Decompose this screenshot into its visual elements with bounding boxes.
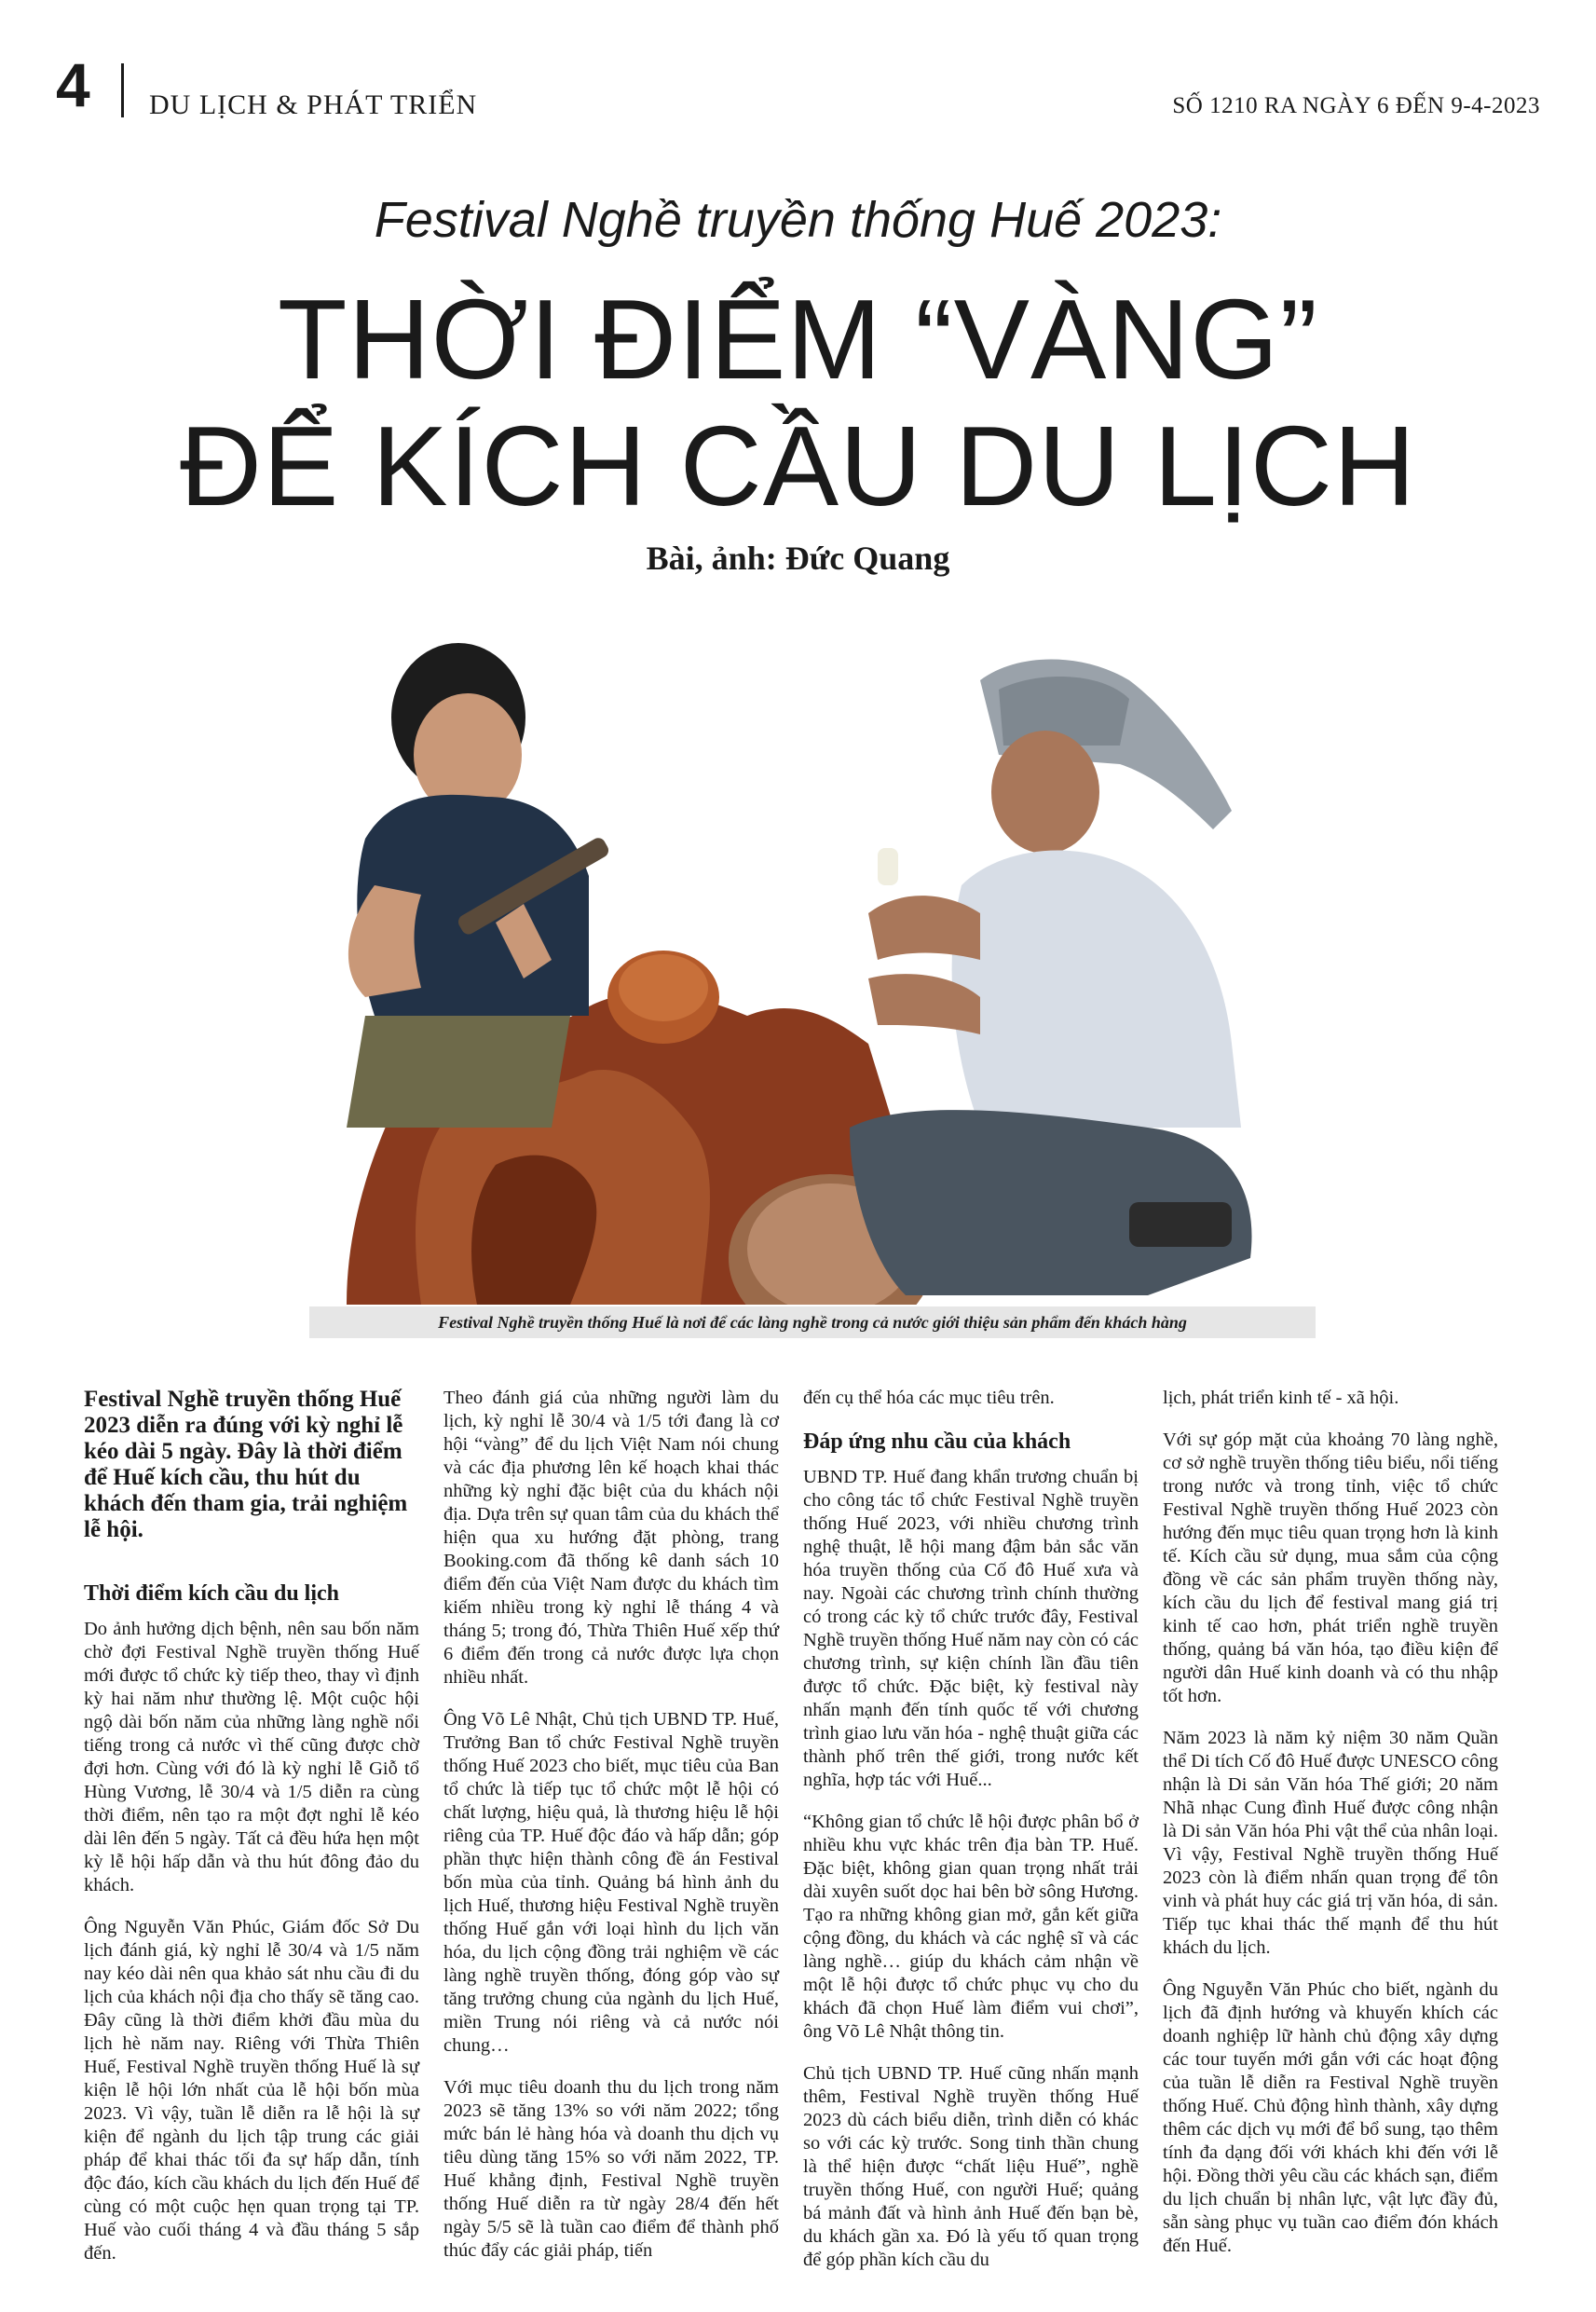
column-4 bbox=[1163, 1387, 1498, 2277]
paragraph: Ông Võ Lê Nhật, Chủ tịch UBND TP. Huế, Trưởng Ban tổ chức Festival Nghề truyền thống Huế 2023 cho biết, mục tiêu của Ban tổ chức là tiếp tục tổ chức một lễ hội có chất lượng, hiệu quả, là thương hiệu lễ hội riêng của TP. Huế độc đáo và hấp dẫn; góp phần thực hiện thành công đề án Festival bốn mùa của tỉnh. Quảng bá hình ảnh du lịch Huế, thương hiệu Festival Nghề truyền thống Huế gắn với loại hình du lịch văn hóa, du lịch cộng đồng trải nghiệm về các làng nghề truyền thống, đóng góp vào sự tăng trưởng chung của ngành du lịch Huế, miền Trung nói riêng và cả nước nói chung… bbox=[443, 1709, 779, 2056]
title-line-1: THỜI ĐIỂM “VÀNG” bbox=[278, 276, 1318, 403]
page-header bbox=[56, 50, 1540, 132]
column-1 bbox=[84, 1387, 419, 2284]
paragraph: Do ảnh hưởng dịch bệnh, nên sau bốn năm chờ đợi Festival Nghề truyền thống Huế mới được tổ chức kỳ tiếp theo, thay vì định kỳ hai năm như thường lệ. Một cuộc hội ngộ dài bốn năm của những làng nghề nổi tiếng trong cả nước vì thế cũng được chờ đợi hơn. Cùng với đó là kỳ nghỉ lễ Giỗ tổ Hùng Vương, lễ 30/4 và 1/5 diễn ra cùng thời điểm, nên tạo ra một đợt nghỉ lễ kéo dài lên đến 5 ngày. Tất cả đều hứa hẹn một kỳ lễ hội hấp dẫn và thu hút đông đảo du khách. bbox=[84, 1619, 419, 1895]
title-line-2: ĐỂ KÍCH CẦU DU LỊCH bbox=[179, 403, 1417, 529]
header-divider bbox=[121, 63, 124, 117]
paragraph: Với mục tiêu doanh thu du lịch trong năm 2023 sẽ tăng 13% so với năm 2022; tổng mức bán lẻ hàng hóa và doanh thu dịch vụ tiêu dùng tăng 15% so với năm 2022, TP. Huế khẳng định, Festival Nghề truyền thống Huế diễn ra từ ngày 28/4 đến hết ngày 5/5 sẽ là tuần cao điểm để thành phố thúc đẩy các giải pháp, tiến bbox=[443, 2077, 779, 2261]
subheading-2: Đáp ứng nhu cầu của khách bbox=[803, 1430, 1071, 1454]
article-kicker: Festival Nghề truyền thống Huế 2023: bbox=[374, 192, 1222, 248]
paragraph: đến cụ thể hóa các mục tiêu trên. bbox=[803, 1388, 1055, 1408]
article-title bbox=[0, 276, 1596, 529]
paragraph: UBND TP. Huế đang khẩn trương chuẩn bị cho công tác tổ chức Festival Nghề truyền thống Huế 2023, với nhiều chương trình nghệ thuật, lễ hội mang đậm bản sắc văn hóa truyền thống của Cố đô Huế xưa và nay. Ngoài các chương trình chính thường có trong các kỳ tổ chức trước đây, Festival Nghề truyền thống Huế năm nay còn có các chương trình, sự kiện chính lần đầu tiên được tổ chức. Đặc biệt, kỳ festival này nhấn mạnh đến tính quốc tế với chương trình giao lưu văn hóa - nghệ thuật giữa các thành phố trên thế giới, trong nước kết nghĩa, hợp tác với Huế... bbox=[803, 1467, 1139, 1790]
paragraph: Với sự góp mặt của khoảng 70 làng nghề, cơ sở nghề truyền thống tiêu biểu, nổi tiếng trong nước và trong tỉnh, việc tổ chức Festival Nghề truyền thống Huế 2023 còn hướng đến mục tiêu quan trọng hơn là kinh tế. Kích cầu sử dụng, mua sắm của cộng đồng về các sản phẩm truyền thống này, kích cầu du lịch để festival mang giá trị kinh tế cao hơn, phát triển nghề truyền thống, quảng bá văn hóa, tạo điều kiện để người dân Huế kinh doanh và có thu nhập tốt hơn. bbox=[1163, 1430, 1498, 1706]
paragraph: Theo đánh giá của những người làm du lịch, kỳ nghỉ lễ 30/4 và 1/5 tới đang là cơ hội “vàng” để du lịch Việt Nam nói chung và các địa phương lên kế hoạch khai thác những kỳ nghỉ đặc biệt của du khách nội địa. Dựa trên sự quan tâm của du khách thể hiện qua xu hướng đặt phòng, trang Booking.com đã thống kê danh sách 10 điểm đến của Việt Nam được du khách tìm kiếm nhiều trong kỳ nghỉ lễ tháng 4 và tháng 5; trong đó, Thừa Thiên Huế xếp thứ 6 điểm đến trong cả nước được lựa chọn nhiều nhất. bbox=[443, 1388, 779, 1688]
paragraph: Năm 2023 là năm kỷ niệm 30 năm Quần thể Di tích Cố đô Huế được UNESCO công nhận là Di sản Văn hóa Thế giới; 20 năm Nhã nhạc Cung đình Huế được công nhận là Di sản Văn hóa Phi vật thể của nhân loại. Vì vậy, Festival Nghề truyền thống Huế 2023 còn là điểm nhấn quan trọng để tôn vinh và phát huy các giá trị văn hóa, di sản. Tiếp tục khai thác thế mạnh để thu hút khách du lịch. bbox=[1163, 1728, 1498, 1958]
paragraph: lịch, phát triển kinh tế - xã hội. bbox=[1163, 1388, 1399, 1408]
paragraph: Ông Nguyễn Văn Phúc cho biết, ngành du lịch đã định hướng và khuyến khích các doanh nghiệp lữ hành chủ động xây dựng các tour tuyến mới gắn với các hoạt động của tuần lễ diễn ra Festival Nghề truyền thống Huế. Chủ động hình thành, xây dựng thêm các dịch vụ mới để bổ sung, tạo thêm tính đa dạng đối với khách khi đến với lễ hội. Đồng thời yêu cầu các khách sạn, điểm du lịch chuẩn bị nhân lực, vật lực đầy đủ, sẵn sàng phục vụ tuần cao điểm đón khách đến Huế. bbox=[1163, 1979, 1498, 2256]
paragraph: “Không gian tổ chức lễ hội được phân bổ ở nhiều khu vực khác trên địa bàn TP. Huế. Đặc biệt, không gian quan trọng nhất trải dài xuyên suốt dọc hai bên bờ sông Hương. Tạo ra những không gian mở, gắn kết giữa cộng đồng, du khách và các nghệ sĩ và các làng nghề… giúp du khách cảm nhận về một lễ hội được tổ chức phục vụ cho du khách đã chọn Huế làm điểm vui chơi”, ông Võ Lê Nhật thông tin. bbox=[803, 1812, 1139, 2042]
paragraph: Chủ tịch UBND TP. Huế cũng nhấn mạnh thêm, Festival Nghề truyền thống Huế 2023 dù cách biểu diễn, trình diễn có khác so với các kỳ trước. Song tinh thần chung là thể hiện được “chất liệu Huế”, nghề truyền thống Huế, con người Huế; quảng bá mảnh đất và hình ảnh Huế đến bạn bè, du khách gần xa. Đó là yếu tố quan trọng để góp phần kích cầu du bbox=[803, 2063, 1139, 2270]
column-2 bbox=[443, 1387, 779, 2281]
subheading-1: Thời điểm kích cầu du lịch bbox=[84, 1581, 340, 1606]
page-number: 4 bbox=[56, 50, 90, 119]
article-photo bbox=[309, 606, 1316, 1305]
paragraph: Ông Nguyễn Văn Phúc, Giám đốc Sở Du lịch đánh giá, kỳ nghỉ lễ 30/4 và 1/5 năm nay kéo dài nên qua khảo sát nhu cầu đi du lịch của khách nội địa cho thấy sẽ tăng cao. Đây cũng là thời điểm khởi đầu mùa du lịch hè năm nay. Riêng với Thừa Thiên Huế, Festival Nghề truyền thống Huế là sự kiện lễ hội lớn nhất của lễ hội bốn mùa 2023. Vì vậy, tuần lễ diễn ra lễ hội là sự kiện để ngành du lịch tập trung các giải pháp để khai thác tối đa sự hấp dẫn, tính độc đáo, kích cầu khách du lịch đến Huế để cùng có một cuộc hẹn quan trọng tại TP. Huế vào cuối tháng 4 và đầu tháng 5 sắp đến. bbox=[84, 1917, 419, 2264]
photo-caption: Festival Nghề truyền thống Huế là nơi để các làng nghề trong cả nước giới thiệu sản phẩm đến khách hàng bbox=[309, 1306, 1316, 1338]
issue-info: SỐ 1210 RA NGÀY 6 ĐẾN 9-4-2023 bbox=[1172, 93, 1540, 118]
byline: Bài, ảnh: Đức Quang bbox=[646, 540, 950, 577]
column-3 bbox=[803, 1387, 1139, 2291]
article-lead: Festival Nghề truyền thống Huế 2023 diễn ra đúng với kỳ nghỉ lễ kéo dài 5 ngày. Đây là thời điểm để Huế kích cầu, thu hút du khách đến tham gia, trải nghiệm lễ hội. bbox=[84, 1387, 408, 1542]
section-name: DU LỊCH & PHÁT TRIỂN bbox=[149, 89, 478, 120]
